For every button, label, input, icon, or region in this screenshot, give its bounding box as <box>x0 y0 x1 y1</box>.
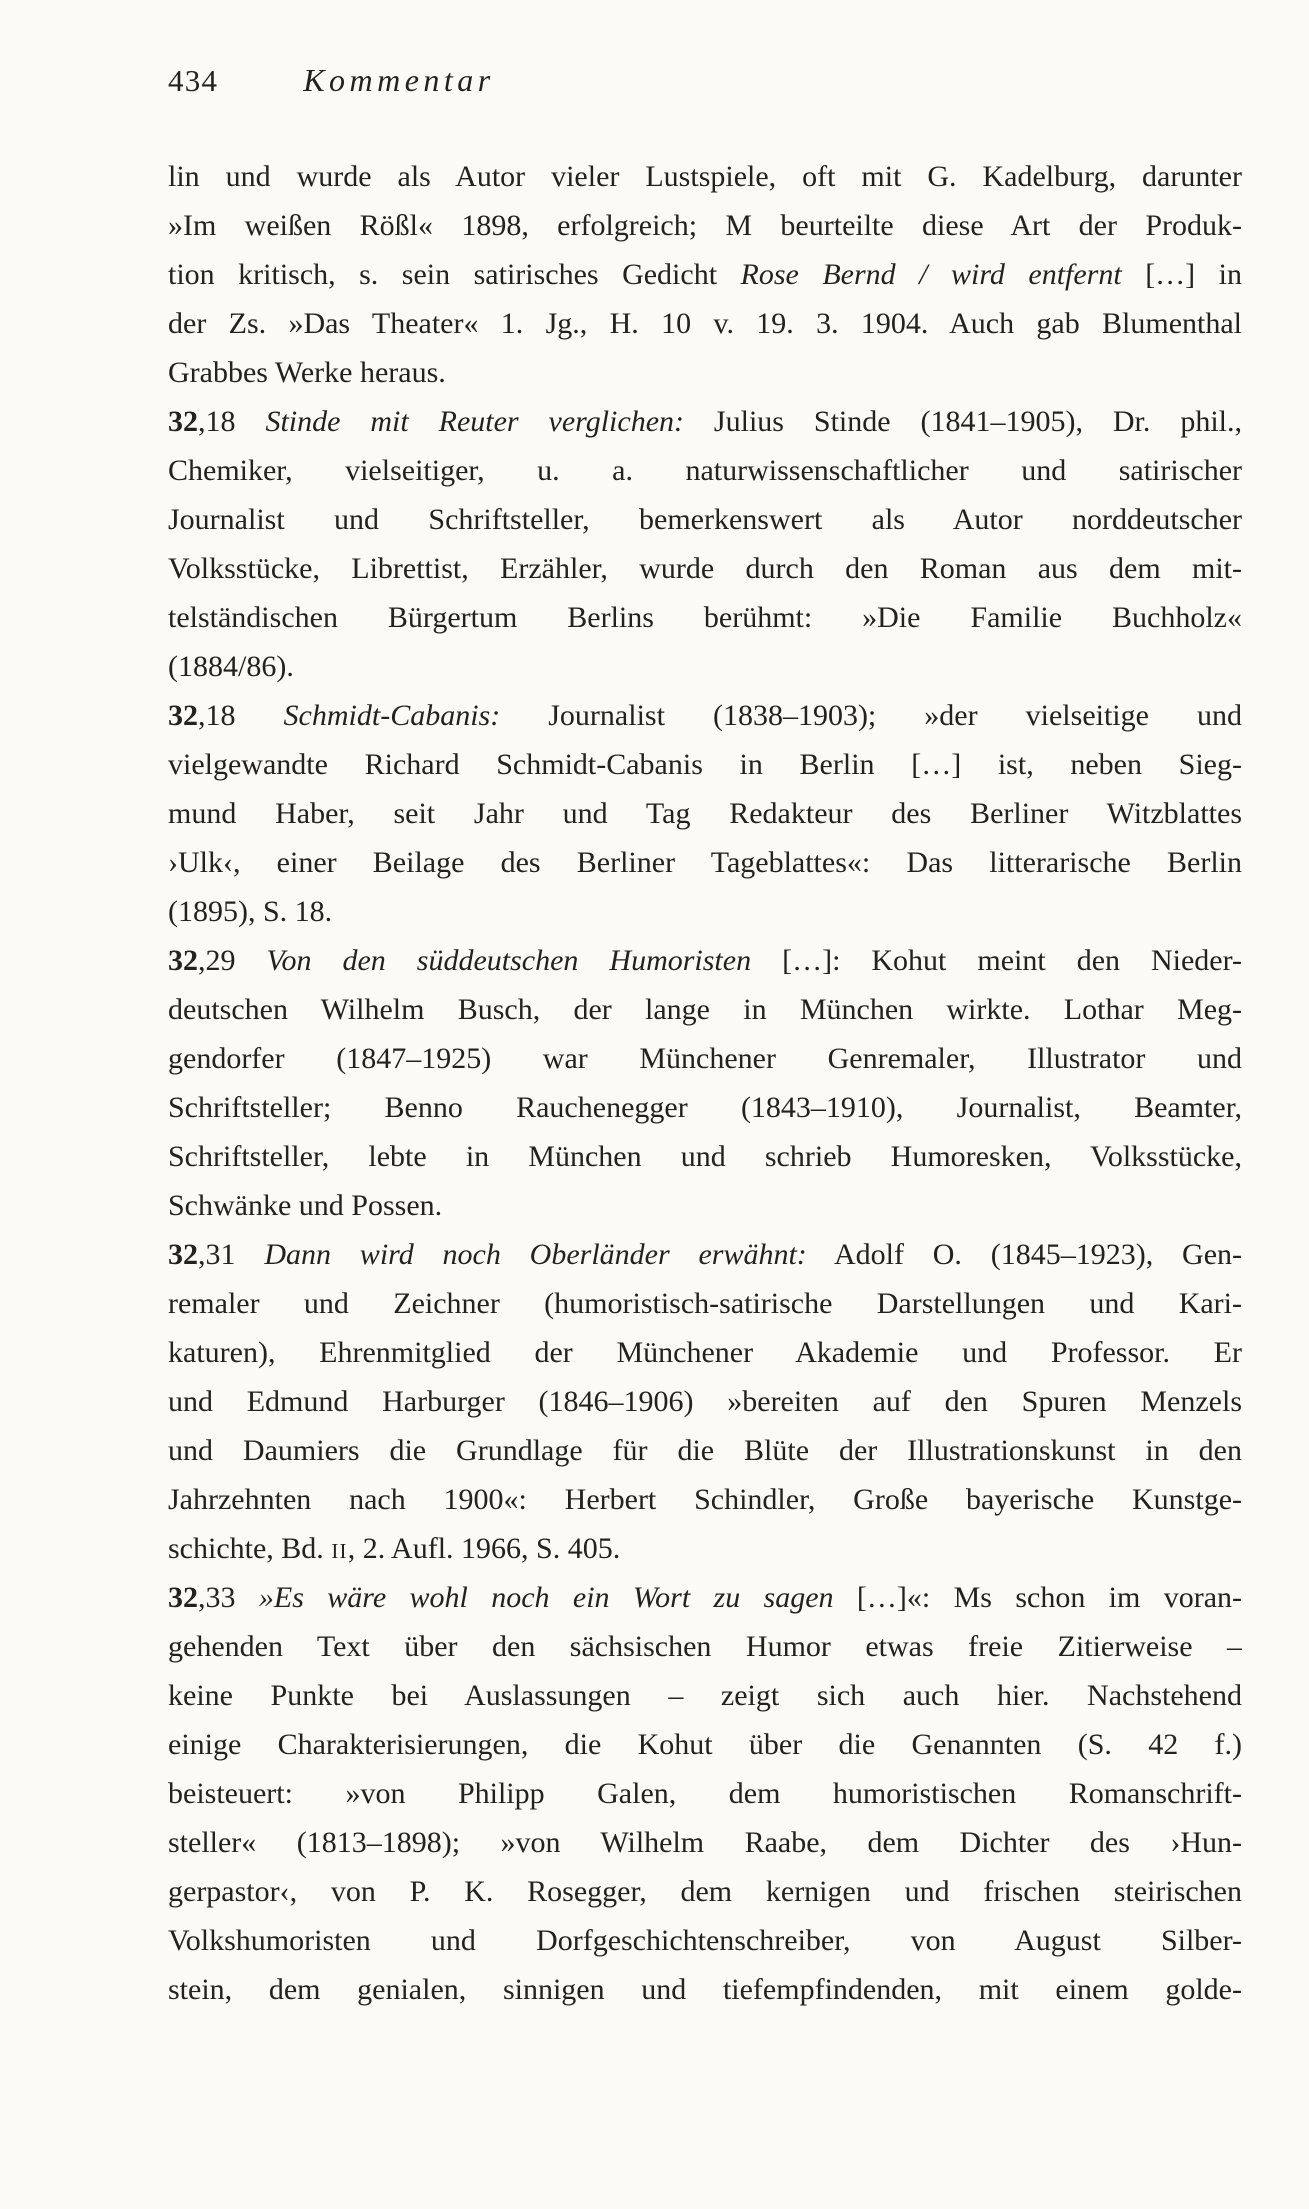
text-line <box>168 838 1242 887</box>
text-line <box>168 1965 1242 2014</box>
text-segment: gerpastor‹, von P. K. Rosegger, dem kernigen und frischen steirischen <box>168 1875 1242 1908</box>
paragraph-continuation <box>168 152 1242 397</box>
text-segment: remaler und Zeichner (humoristisch-satirische Darstellungen und Kari- <box>168 1287 1242 1320</box>
text-segment: […]: Kohut meint den Nieder- <box>751 944 1242 977</box>
text-segment: Rose Bernd / wird entfernt <box>740 258 1122 291</box>
text-line <box>168 691 1242 740</box>
text-line <box>168 593 1242 642</box>
text-line <box>168 1916 1242 1965</box>
entry-32-33-es-waere-wohl <box>168 1573 1242 2014</box>
text-line <box>168 1818 1242 1867</box>
text-segment: keine Punkte bei Auslassungen – zeigt sich auch hier. Nachstehend <box>168 1679 1242 1712</box>
entry-32-18-stinde <box>168 397 1242 691</box>
entry-locator: 32 <box>168 944 198 977</box>
text-segment: »Es wäre wohl noch ein Wort zu sagen <box>258 1581 834 1614</box>
text-segment: telständischen Bürgertum Berlins berühmt: »Die Familie Buchholz« <box>168 601 1242 634</box>
text-segment: deutschen Wilhelm Busch, der lange in München wirkte. Lothar Meg- <box>168 993 1242 1026</box>
text-segment: und Daumiers die Grundlage für die Blüte der Illustrationskunst in den <box>168 1434 1242 1467</box>
text-segment: Schmidt-Cabanis: <box>283 699 501 732</box>
text-segment: Schriftsteller; Benno Rauchenegger (1843–1910), Journalist, Beamter, <box>168 1091 1242 1124</box>
entry-32-29-humoristen <box>168 936 1242 1230</box>
text-line <box>168 1720 1242 1769</box>
text-segment: mund Haber, seit Jahr und Tag Redakteur des Berliner Witzblattes <box>168 797 1242 830</box>
text-segment: , 2. Aufl. 1966, S. 405. <box>347 1532 621 1565</box>
text-segment: Schwänke und Possen. <box>168 1189 443 1222</box>
text-line <box>168 1573 1242 1622</box>
text-line <box>168 152 1242 201</box>
text-segment: Journalist und Schriftsteller, bemerkenswert als Autor norddeutscher <box>168 503 1242 536</box>
text-line <box>168 201 1242 250</box>
text-line <box>168 397 1242 446</box>
entry-locator: 32 <box>168 1238 198 1271</box>
text-segment: katuren), Ehrenmitglied der Münchener Akademie und Professor. Er <box>168 1336 1242 1369</box>
text-line <box>168 1083 1242 1132</box>
text-segment: gendorfer (1847–1925) war Münchener Genremaler, Illustrator und <box>168 1042 1242 1075</box>
text-line <box>168 1867 1242 1916</box>
text-segment: ›Ulk‹, einer Beilage des Berliner Tageblattes«: Das litterarische Berlin <box>168 846 1242 879</box>
text-line <box>168 642 1242 691</box>
text-line <box>168 495 1242 544</box>
text-line <box>168 887 1242 936</box>
text-segment: vielgewandte Richard Schmidt-Cabanis in Berlin […] ist, neben Sieg- <box>168 748 1242 781</box>
text-segment: Volksstücke, Librettist, Erzähler, wurde durch den Roman aus dem mit- <box>168 552 1242 585</box>
text-line <box>168 1671 1242 1720</box>
text-line <box>168 1034 1242 1083</box>
text-segment: Grabbes Werke heraus. <box>168 356 446 389</box>
text-segment: Julius Stinde (1841–1905), Dr. phil., <box>684 405 1242 438</box>
text-line <box>168 1622 1242 1671</box>
text-segment: steller« (1813–1898); »von Wilhelm Raabe, dem Dichter des ›Hun- <box>168 1826 1242 1859</box>
text-segment: ,31 <box>198 1238 265 1271</box>
text-line <box>168 544 1242 593</box>
text-line <box>168 936 1242 985</box>
text-segment: beisteuert: »von Philipp Galen, dem humoristischen Romanschrift- <box>168 1777 1242 1810</box>
page-header <box>168 62 1242 108</box>
text-line <box>168 789 1242 838</box>
text-segment: Journalist (1838–1903); »der vielseitige und <box>500 699 1242 732</box>
text-segment: […]«: Ms schon im voran- <box>833 1581 1242 1614</box>
text-line <box>168 1279 1242 1328</box>
entry-locator: 32 <box>168 1581 198 1614</box>
text-line <box>168 1181 1242 1230</box>
text-segment: Von den süddeutschen Humoristen <box>266 944 752 977</box>
text-segment: Stinde mit Reuter verglichen: <box>265 405 684 438</box>
entry-locator: 32 <box>168 699 198 732</box>
text-line <box>168 250 1242 299</box>
text-segment: ,33 <box>198 1581 259 1614</box>
text-segment: Schriftsteller, lebte in München und schrieb Humoresken, Volksstücke, <box>168 1140 1242 1173</box>
text-segment: schichte, Bd. <box>168 1532 332 1565</box>
text-block <box>168 152 1242 2014</box>
text-segment: ,18 <box>198 405 266 438</box>
text-segment: Chemiker, vielseitiger, u. a. naturwissenschaftlicher und satirischer <box>168 454 1242 487</box>
text-segment: Adolf O. (1845–1923), Gen- <box>806 1238 1242 1271</box>
text-segment: Volkshumoristen und Dorfgeschichtenschreiber, von August Silber- <box>168 1924 1242 1957</box>
text-line <box>168 1377 1242 1426</box>
text-segment: Jahrzehnten nach 1900«: Herbert Schindler, Große bayerische Kunstge- <box>168 1483 1242 1516</box>
text-line <box>168 446 1242 495</box>
text-segment: der Zs. »Das Theater« 1. Jg., H. 10 v. 19. 3. 1904. Auch gab Blumenthal <box>168 307 1242 340</box>
text-segment: (1884/86). <box>168 650 294 683</box>
page-number: 434 <box>168 63 219 98</box>
text-segment: tion kritisch, s. sein satirisches Gedicht <box>168 258 741 291</box>
entry-locator: 32 <box>168 405 198 438</box>
text-line <box>168 1475 1242 1524</box>
text-segment: ,29 <box>198 944 267 977</box>
text-line <box>168 985 1242 1034</box>
text-segment: lin und wurde als Autor vieler Lustspiele, oft mit G. Kadelburg, darunter <box>168 160 1242 193</box>
text-segment: stein, dem genialen, sinnigen und tiefempfindenden, mit einem golde- <box>168 1973 1242 2006</box>
text-segment: einige Charakterisierungen, die Kohut über die Genannten (S. 42 f.) <box>168 1728 1242 1761</box>
text-line <box>168 299 1242 348</box>
text-segment: ii <box>331 1532 348 1565</box>
text-segment: (1895), S. 18. <box>168 895 333 928</box>
text-line <box>168 1230 1242 1279</box>
text-segment: »Im weißen Rößl« 1898, erfolgreich; M beurteilte diese Art der Produk- <box>168 209 1242 242</box>
entry-32-31-oberlaender <box>168 1230 1242 1573</box>
running-head: Kommentar <box>303 62 495 98</box>
entry-32-18-schmidt-cabanis <box>168 691 1242 936</box>
text-segment: Dann wird noch Oberländer erwähnt: <box>264 1238 807 1271</box>
text-line <box>168 740 1242 789</box>
text-segment: gehenden Text über den sächsischen Humor etwas freie Zitierweise – <box>168 1630 1242 1663</box>
text-line <box>168 1426 1242 1475</box>
text-line <box>168 1524 1242 1573</box>
text-segment: und Edmund Harburger (1846–1906) »bereiten auf den Spuren Menzels <box>168 1385 1242 1418</box>
text-line <box>168 1328 1242 1377</box>
text-line <box>168 348 1242 397</box>
text-line <box>168 1769 1242 1818</box>
text-line <box>168 1132 1242 1181</box>
text-segment: ,18 <box>198 699 284 732</box>
text-segment: […] in <box>1121 258 1242 291</box>
